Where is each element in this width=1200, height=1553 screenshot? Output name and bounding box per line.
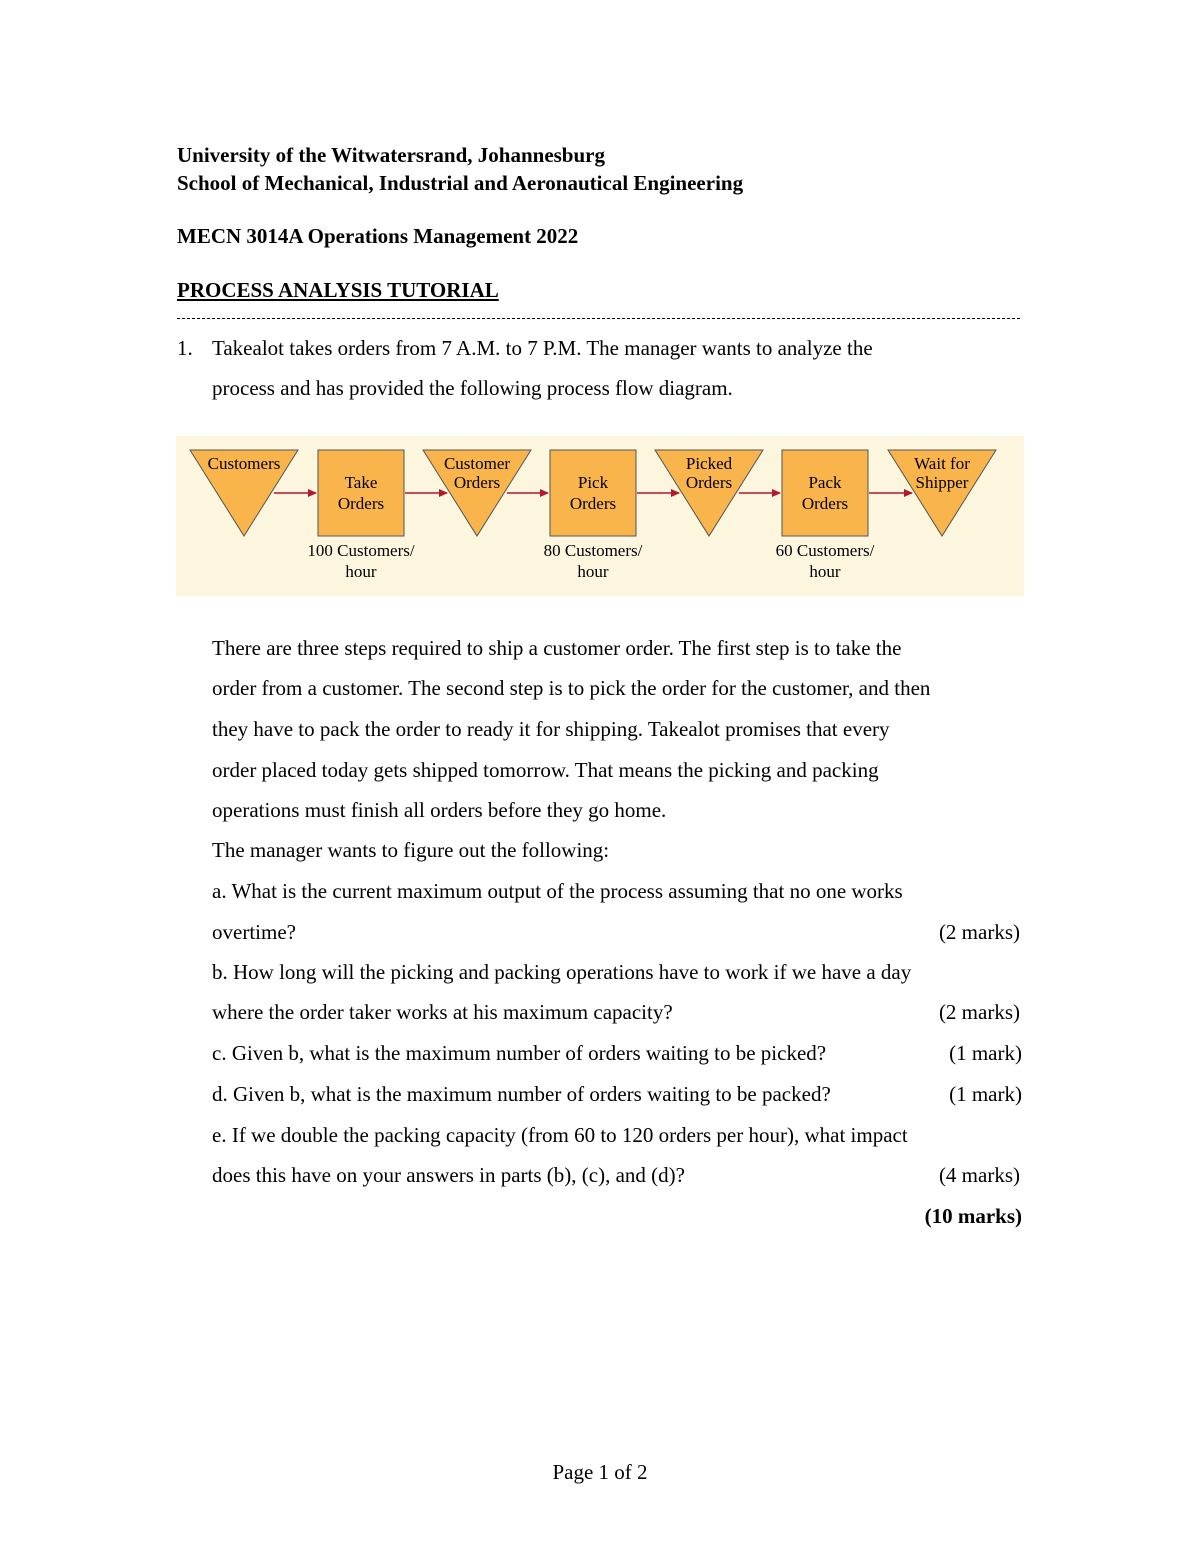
process-take-orders: [307, 450, 414, 581]
part-b-line1: b. How long will the picking and packing operations have to work if we have a day: [212, 960, 912, 984]
process-pick-orders: [544, 450, 643, 581]
inventory-wait-for-shipper-label2: Shipper: [915, 473, 969, 492]
part-a-line1: a. What is the current maximum output of the process assuming that no one works: [212, 879, 903, 903]
university-name: University of the Witwatersrand, Johannesburg: [177, 143, 605, 167]
part-d-marks: (1 mark): [949, 1082, 1022, 1106]
body-line-1: There are three steps required to ship a customer order. The first step is to take the: [212, 636, 902, 660]
dashed-divider: [177, 318, 1020, 319]
process-pick-orders-label2: Orders: [569, 494, 617, 513]
part-c-marks: (1 mark): [949, 1041, 1022, 1065]
inventory-picked-orders-label2: Orders: [685, 473, 733, 492]
question-number: 1.: [177, 336, 193, 360]
inventory-picked-orders-label1: Picked: [685, 454, 733, 473]
inventory-customers-label1: Customers: [207, 454, 281, 473]
part-e-line2: does this have on your answers in parts (b), (c), and (d)?: [212, 1163, 685, 1187]
body-line-3: they have to pack the order to ready it for shipping. Takealot promises that every: [212, 717, 890, 741]
inventory-wait-for-shipper-label1: Wait for: [914, 454, 970, 473]
question-intro-line2: process and has provided the following process flow diagram.: [212, 376, 733, 400]
part-b-line2: where the order taker works at his maximum capacity?: [212, 1000, 673, 1024]
page-number: Page 1 of 2: [552, 1460, 648, 1484]
process-take-orders-rate2: hour: [345, 562, 377, 581]
body-line-4: order placed today gets shipped tomorrow. That means the picking and packing: [212, 758, 879, 782]
process-pack-orders-label1: Pack: [808, 473, 842, 492]
part-a-line2: overtime?: [212, 920, 296, 944]
question-intro-line1: Takealot takes orders from 7 A.M. to 7 P.M. The manager wants to analyze the: [212, 336, 873, 360]
part-b-marks: (2 marks): [938, 1000, 1020, 1024]
process-pack-orders-label2: Orders: [801, 494, 849, 513]
course-title: MECN 3014A Operations Management 2022: [177, 224, 579, 248]
tutorial-title: PROCESS ANALYSIS TUTORIAL: [177, 278, 499, 302]
part-a-marks: (2 marks): [938, 920, 1020, 944]
process-take-orders-label2: Orders: [337, 494, 385, 513]
part-c-line1: c. Given b, what is the maximum number of orders waiting to be picked?: [212, 1041, 827, 1065]
process-take-orders-rate1: 100 Customers/: [307, 541, 415, 560]
process-pack-orders-rate1: 60 Customers/: [775, 541, 875, 560]
process-take-orders-label1: Take: [344, 473, 378, 492]
total-marks: (10 marks): [924, 1204, 1022, 1228]
process-flow-diagram: [176, 436, 1024, 596]
body-line-5: operations must finish all orders before they go home.: [212, 798, 667, 822]
body-line-6: The manager wants to figure out the following:: [212, 838, 610, 862]
process-pack-orders-rate2: hour: [809, 562, 841, 581]
process-pack-orders: [776, 450, 875, 581]
school-name: School of Mechanical, Industrial and Aeronautical Engineering: [177, 171, 744, 195]
inventory-customer-orders-label2: Orders: [453, 473, 501, 492]
process-pick-orders-rate2: hour: [577, 562, 609, 581]
part-e-marks: (4 marks): [938, 1163, 1020, 1187]
part-d-line1: d. Given b, what is the maximum number of orders waiting to be packed?: [212, 1082, 831, 1106]
part-e-line1: e. If we double the packing capacity (from 60 to 120 orders per hour), what impact: [212, 1123, 908, 1147]
process-pick-orders-label1: Pick: [577, 473, 609, 492]
inventory-customer-orders-label1: Customer: [443, 454, 511, 473]
process-pick-orders-rate1: 80 Customers/: [543, 541, 643, 560]
body-line-2: order from a customer. The second step is to pick the order for the customer, and then: [212, 676, 931, 700]
